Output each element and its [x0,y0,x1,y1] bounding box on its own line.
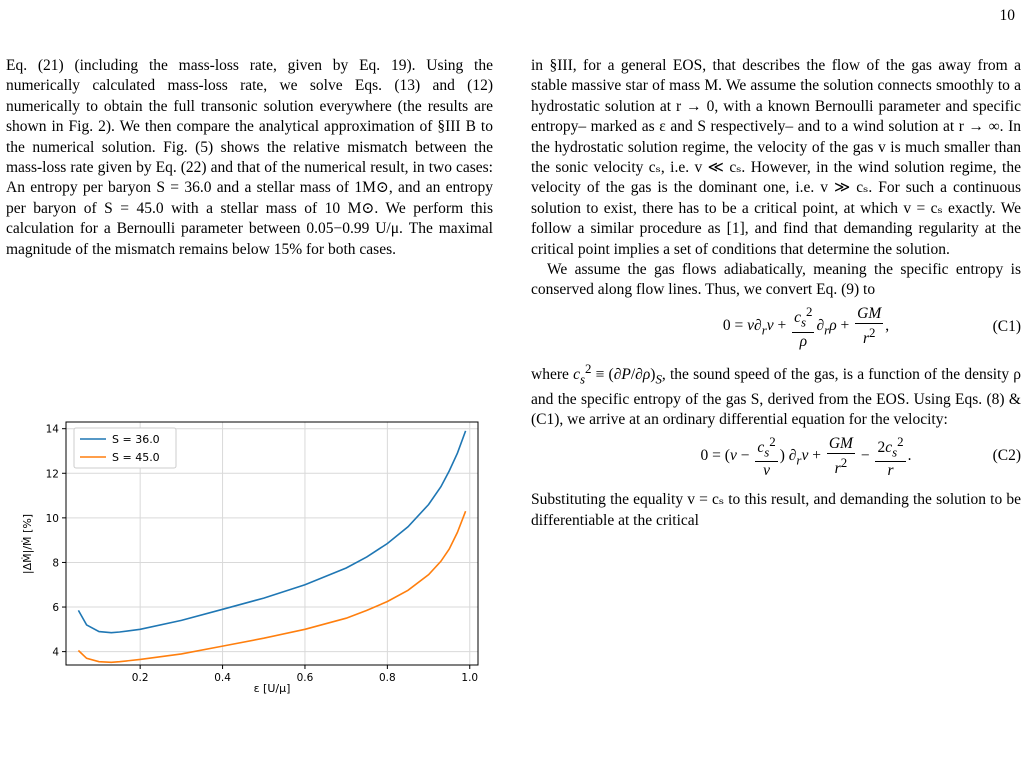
y-tick-label: 8 [52,557,59,570]
left-column [6,56,493,260]
x-tick-labels [132,672,478,684]
right-paragraph-1: in §III, for a general EOS, that describes the flow of the gas away from a stable massive star of mass M. We assume the solution connects smoothly to a hydrostatic solution at r → 0, with a known Bernoulli parameter and specific entropy– marked as ε and S respectively– and to a wind solution at r → ∞. In the hydrostatic solution regime, the velocity of the gas v is much smaller than the sonic velocity cₛ, i.e. v ≪ cₛ. However, in the wind solution regime, the velocity of the gas is the dominant one, i.e. v ≫ cₛ. For such a continuous solution to exist, there has to be a critical point, at which v = cₛ exactly. We follow a similar procedure as [1], and find that demanding regularity at the critical point implies a set of conditions that determine the solution. [531,57,1021,258]
y-tick-label: 6 [52,602,59,615]
x-axis-label: ε [U/μ] [253,682,291,695]
x-tick-label: 1.0 [461,672,479,684]
series-line-2 [78,511,465,662]
right-paragraph-4: Substituting the equality v = cₛ to this result, and demanding the solution to be differentiable at the critical [531,491,1021,529]
equation-c1-label: (C1) [992,317,1021,335]
y-axis-label: |ΔṀ|/Ṁ [%] [21,513,34,575]
x-tick-label: 0.2 [131,672,149,684]
equation-c1 [531,301,1021,353]
legend-label-2: S = 45.0 [112,451,160,464]
mass-loss-mismatch-chart [18,418,488,708]
page-number: 10 [999,7,1015,24]
right-paragraph-3-end: , the sound speed of the gas, is a function of the density ρ and the specific entropy of the gas S, derived from the EOS. Using Eqs. (8) & (C1), we arrive at an ordinary differential equation for the velocity: [531,366,1022,428]
y-tick-label: 14 [45,423,59,436]
y-tick-labels [46,424,60,659]
y-tick-label: 4 [52,646,59,659]
left-paragraph: Eq. (21) (including the mass-loss rate, given by Eq. 19). Using the numerically calculated mass-loss rate, we solve Eqs. (13) and (12) numerically to obtain the full transonic solution everywhere (the results are shown in Fig. 2). We then compare the analytical approximation of §III B to the numerical solution. Fig. (5) shows the relative mismatch between the mass-loss rate given by Eq. (22) and that of the numerical result, in two cases: An entropy per baryon S = 36.0 and a stellar mass of 1M⊙, and an entropy per baryon of S = 45.0 with a stellar mass of 10 M⊙. We perform this calculation for a Bernoulli parameter between 0.05−0.99 U/μ. The maximal magnitude of the mismatch remains below 15% for both cases. [6,57,493,258]
x-tick-label: 0.6 [296,672,314,684]
equation-c2-label: (C2) [992,447,1021,465]
y-tick-label: 12 [45,468,59,481]
y-tick-label: 10 [45,512,59,525]
legend [74,428,176,468]
x-tick-label: 0.8 [379,672,396,684]
x-tick-label: 0.4 [214,672,231,684]
right-paragraph-3-start: where [531,366,569,384]
equation-c2 [531,430,1021,482]
equation-c2-body: 0 = (v − $\frac{c_s^2}{v}$ ) $\partial_rv$ + $\frac{GM}{r^2}$ − $\frac{2c_s^2}{r}$ . [700,433,912,479]
equation-c1-body: $0 = v\partial_rv$ + $\frac{c_s^2}{\rho}$ $\partial_r\rho$ + $\frac{GM}{r^2}$ , [722,304,890,350]
legend-label-1: S = 36.0 [112,433,160,446]
right-paragraph-3: where $c_s^2 \equiv (\partial P/\partial\rho)_S$, the sound speed of the gas, is a function of the density ρ and the specific entropy of the gas S, derived from the EOS. Using Eqs. (8) & (C1), we arrive at an ordinary differential equation for the velocity: [531,360,1022,428]
right-column [531,56,1021,531]
right-paragraph-2: We assume the gas flows adiabatically, meaning the specific entropy is conserved along flow lines. Thus, we convert Eq. (9) to [531,261,1021,299]
